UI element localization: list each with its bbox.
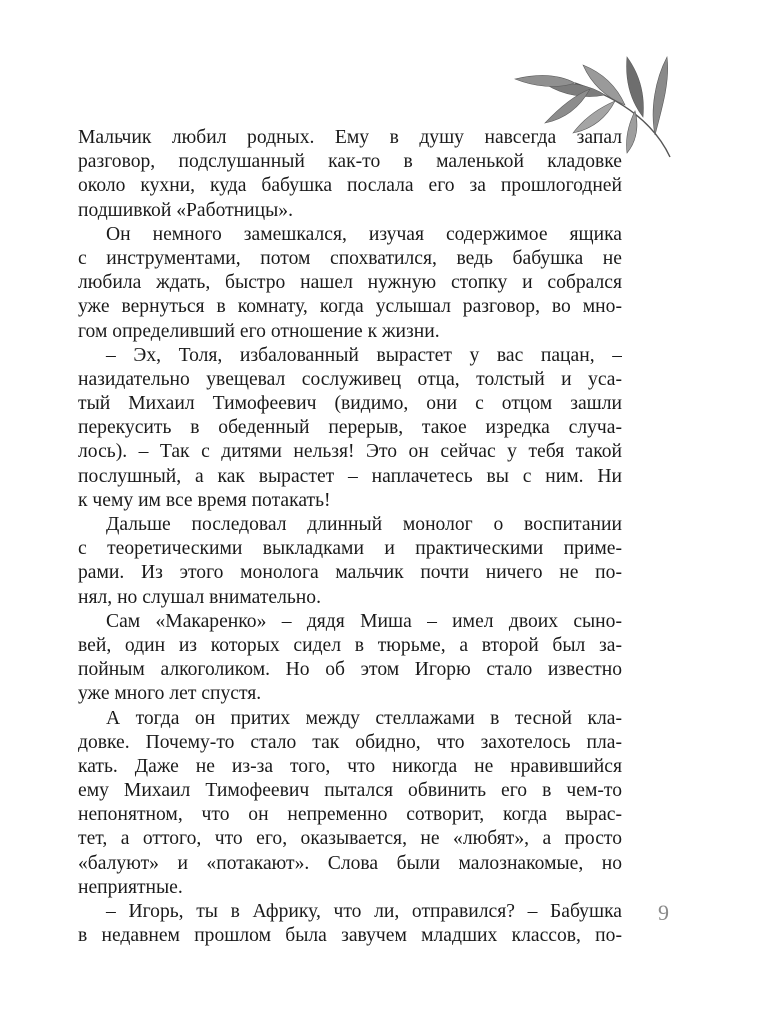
body-text bbox=[78, 126, 622, 948]
text-line: разговор, подслушанный как-то в маленькой кладовке bbox=[78, 151, 622, 173]
text-line: любила ждать, быстро нашел нужную стопку и собрался bbox=[78, 272, 622, 294]
text-line: уже вернуться в комнату, когда услышал разговор, во мно- bbox=[78, 296, 622, 318]
text-line: ему Михаил Тимофеевич пытался обвинить его в чем-то bbox=[78, 780, 622, 802]
text-line: гом определивший его отношение к жизни. bbox=[78, 320, 440, 342]
text-line: вей, один из которых сидел в тюрьме, а второй был за- bbox=[78, 634, 622, 656]
text-line: – Эх, Толя, избалованный вырастет у вас пацан, – bbox=[106, 344, 622, 366]
text-line: лось). – Так с дитями нельзя! Это он сейчас у тебя такой bbox=[78, 441, 622, 463]
text-line: с теоретическими выкладками и практическими приме- bbox=[78, 538, 622, 560]
page-number: 9 bbox=[658, 900, 669, 925]
text-line: к чему им все время потакать! bbox=[78, 489, 331, 511]
text-line: рами. Из этого монолога мальчик почти ничего не по- bbox=[78, 562, 622, 584]
text-line: Мальчик любил родных. Ему в душу навсегда запал bbox=[78, 127, 622, 148]
text-line: Он немного замешкался, изучая содержимое ящика bbox=[106, 223, 622, 245]
text-line: непонятном, что он непременно сотворит, когда вырас- bbox=[78, 804, 622, 826]
text-line: неприятные. bbox=[78, 876, 183, 898]
text-line: около кухни, куда бабушка послала его за прошлогодней bbox=[78, 175, 622, 197]
text-line: «балуют» и «потакают». Слова были малознакомые, но bbox=[78, 852, 622, 874]
text-line: уже много лет спустя. bbox=[78, 683, 262, 705]
text-line: – Игорь, ты в Африку, что ли, отправился? – Бабушка bbox=[106, 901, 622, 922]
text-line: подшивкой «Работницы». bbox=[78, 199, 293, 221]
text-line: нял, но слушал внимательно. bbox=[78, 586, 321, 608]
text-line: послушный, а как вырастет – наплачетесь вы с ним. Ни bbox=[78, 465, 622, 487]
text-line: тет, а оттого, что его, оказывается, не «любят», а просто bbox=[78, 828, 622, 850]
text-line: кать. Даже не из-за того, что никогда не нравившийся bbox=[78, 755, 622, 777]
text-line: Дальше последовал длинный монолог о воспитании bbox=[106, 514, 622, 535]
text-line: перекусить в обеденный перерыв, такое изредка случа- bbox=[78, 417, 622, 439]
text-line: А тогда он притих между стеллажами в тесной кла- bbox=[106, 707, 622, 729]
text-line: назидательно увещевал сослуживец отца, толстый и уса- bbox=[78, 368, 622, 390]
text-line: в недавнем прошлом была завучем младших классов, по- bbox=[78, 925, 622, 947]
text-line: пойным алкоголиком. Но об этом Игорю стало известно bbox=[78, 659, 622, 681]
text-line: с инструментами, потом спохватился, ведь бабушка не bbox=[78, 247, 622, 269]
text-line: довке. Почему-то стало так обидно, что захотелось пла- bbox=[78, 731, 622, 753]
text-line: Сам «Макаренко» – дядя Миша – имел двоих сыно- bbox=[106, 610, 622, 632]
text-line: тый Михаил Тимофеевич (видимо, они с отцом зашли bbox=[78, 393, 622, 415]
